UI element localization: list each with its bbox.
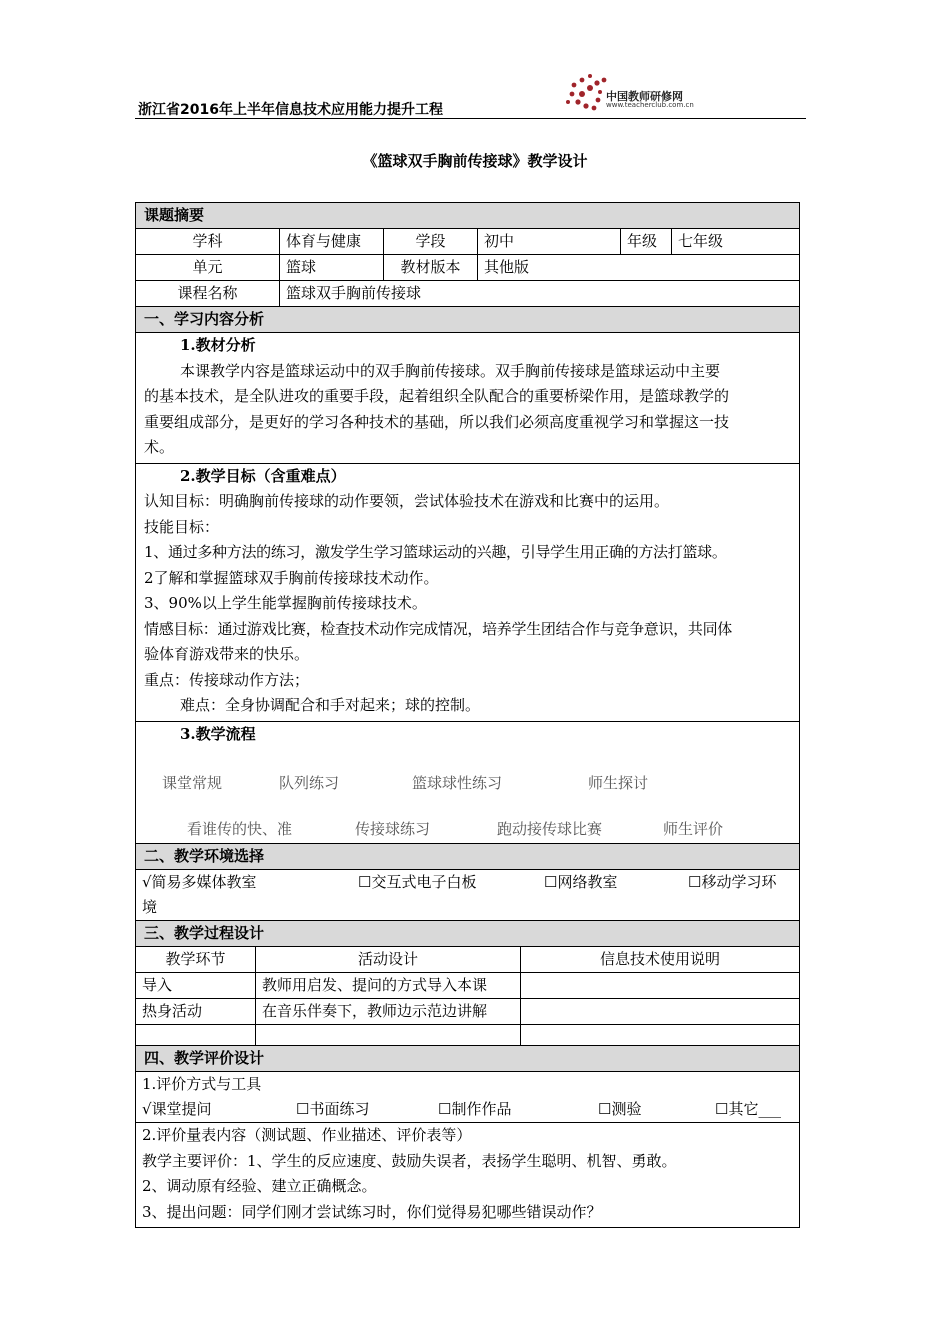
- stage-value: 初中: [477, 229, 620, 254]
- grade-value: 七年级: [671, 229, 799, 254]
- header-title: 浙江省2016年上半年信息技术应用能力提升工程: [138, 102, 443, 118]
- process-col-header: 活动设计: [255, 947, 520, 972]
- flow-title: 3.教学流程: [180, 724, 256, 743]
- edition-value: 其他版: [477, 255, 799, 280]
- unit-value: 篮球: [279, 255, 383, 280]
- process-row: [136, 972, 799, 998]
- method-option-question[interactable]: √课堂提问: [142, 1100, 212, 1118]
- section2-heading: 二、教学环境选择: [136, 843, 799, 869]
- goal-line: 重点：传接球动作方法；: [144, 670, 310, 689]
- course-value: 篮球双手胸前传接球: [279, 281, 799, 306]
- material-analysis: [136, 332, 799, 463]
- course-label: 课程名称: [177, 284, 238, 302]
- process-cell: [255, 1025, 520, 1045]
- edition-label: 教材版本: [383, 255, 477, 280]
- flow-step: 队列练习: [279, 774, 340, 792]
- method-option-work[interactable]: ☐制作作品: [438, 1100, 512, 1118]
- summary-row-2: [136, 254, 799, 280]
- summary-row-1: [136, 228, 799, 254]
- process-cell: [520, 1025, 799, 1045]
- difficulty-line: 难点：全身协调配合和手对起来；球的控制。: [180, 696, 481, 714]
- env-option-multimedia[interactable]: √简易多媒体教室: [142, 873, 257, 891]
- environment-options: [136, 869, 799, 920]
- analysis-line: 重要组成部分，是更好的学习各种技术的基础，所以我们必须高度重视学习和掌握这一技: [144, 412, 730, 431]
- unit-label: 单元: [192, 258, 223, 276]
- flow-step: 师生探讨: [588, 774, 649, 792]
- env-option-network[interactable]: ☐网络教室: [544, 873, 618, 891]
- process-header-row: [136, 946, 799, 972]
- process-cell: [520, 999, 799, 1024]
- flow-step: 师生评价: [663, 820, 724, 838]
- header-rule: [135, 118, 806, 119]
- flow-step: 传接球练习: [355, 820, 431, 838]
- flow-step: 课堂常规: [162, 774, 223, 792]
- process-col-header: 信息技术使用说明: [520, 947, 799, 972]
- process-row: [136, 1024, 799, 1045]
- method-option-other[interactable]: ☐其它___: [715, 1100, 781, 1118]
- section4-heading: 四、教学评价设计: [136, 1045, 799, 1071]
- evaluation-methods: [136, 1071, 799, 1122]
- analysis-line: 本课教学内容是篮球运动中的双手胸前传接球。双手胸前传接球是篮球运动中主要: [180, 361, 721, 380]
- summary-row-3: [136, 280, 799, 306]
- section3-heading: 三、教学过程设计: [136, 920, 799, 946]
- summary-heading: 课题摘要: [136, 203, 799, 228]
- flow-step: 看谁传的快、准: [187, 820, 293, 838]
- process-cell: 导入: [142, 976, 173, 994]
- lesson-plan-table: [135, 202, 800, 1228]
- goal-line: 技能目标：: [144, 517, 220, 536]
- process-cell: 教师用启发、提问的方式导入本课: [255, 973, 520, 998]
- method-title: 1.评价方式与工具: [142, 1075, 262, 1093]
- logo-url: www.teacherclub.com.cn: [606, 101, 694, 109]
- process-cell: [136, 1025, 255, 1045]
- logo-name: 中国教师研修网: [606, 90, 683, 103]
- teaching-goals: [136, 463, 799, 721]
- goal-line: 认知目标：明确胸前传接球的动作要领，尝试体验技术在游戏和比赛中的运用。: [144, 492, 670, 510]
- env-option-whiteboard[interactable]: ☐交互式电子白板: [358, 873, 477, 891]
- scale-line: 2.评价量表内容（测试题、作业描述、评价表等）: [142, 1126, 472, 1144]
- process-cell: [520, 973, 799, 998]
- document-title: 《篮球双手胸前传接球》教学设计: [362, 152, 588, 170]
- subject-value: 体育与健康: [279, 229, 383, 254]
- scale-line: 教学主要评价：1、学生的反应速度、鼓励失误者，表扬学生聪明、机智、勇敢。: [142, 1151, 677, 1170]
- goal-line: 1、通过多种方法的练习，激发学生学习篮球运动的兴趣，引导学生用正确的方法打篮球。: [144, 543, 727, 561]
- process-col-header: 教学环节: [165, 950, 226, 968]
- analysis-line: 术。: [144, 438, 175, 456]
- teaching-flow: [136, 721, 799, 844]
- subject-label: 学科: [192, 232, 223, 250]
- grade-label: 年级: [620, 229, 671, 254]
- goal-line: 验体育游戏带来的快乐。: [144, 645, 310, 663]
- analysis-line: 的基本技术，是全队进攻的重要手段，起着组织全队配合的重要桥梁作用，是篮球教学的: [144, 387, 730, 405]
- stage-label: 学段: [383, 229, 477, 254]
- goal-line: 3、90%以上学生能掌握胸前传接球技术。: [144, 594, 427, 612]
- goal-line: 2了解和掌握篮球双手胸前传接球技术动作。: [144, 568, 439, 587]
- env-option-wrap: 境: [142, 898, 158, 916]
- flow-step: 篮球球性练习: [412, 774, 503, 792]
- process-cell: 在音乐伴奏下，教师边示范边讲解: [255, 999, 520, 1024]
- evaluation-scale: [136, 1122, 799, 1227]
- goals-title: 2.教学目标（含重难点）: [180, 466, 346, 485]
- scale-line: 2、调动原有经验、建立正确概念。: [142, 1177, 377, 1195]
- process-row: [136, 998, 799, 1024]
- goal-line: 情感目标：通过游戏比赛，检查技术动作完成情况，培养学生团结合作与竞争意识，共同体: [144, 619, 733, 638]
- method-option-written[interactable]: ☐书面练习: [296, 1100, 370, 1118]
- analysis-title: 1.教材分析: [180, 336, 256, 354]
- flow-step: 跑动接传球比赛: [497, 820, 603, 838]
- scale-line: 3、提出问题：同学们刚才尝试练习时，你们觉得易犯哪些错误动作？: [142, 1202, 602, 1221]
- process-cell: 热身活动: [142, 1002, 203, 1020]
- section1-heading: 一、学习内容分析: [136, 306, 799, 332]
- env-option-mobile[interactable]: ☐移动学习环: [688, 873, 777, 891]
- method-option-test[interactable]: ☐测验: [598, 1100, 642, 1118]
